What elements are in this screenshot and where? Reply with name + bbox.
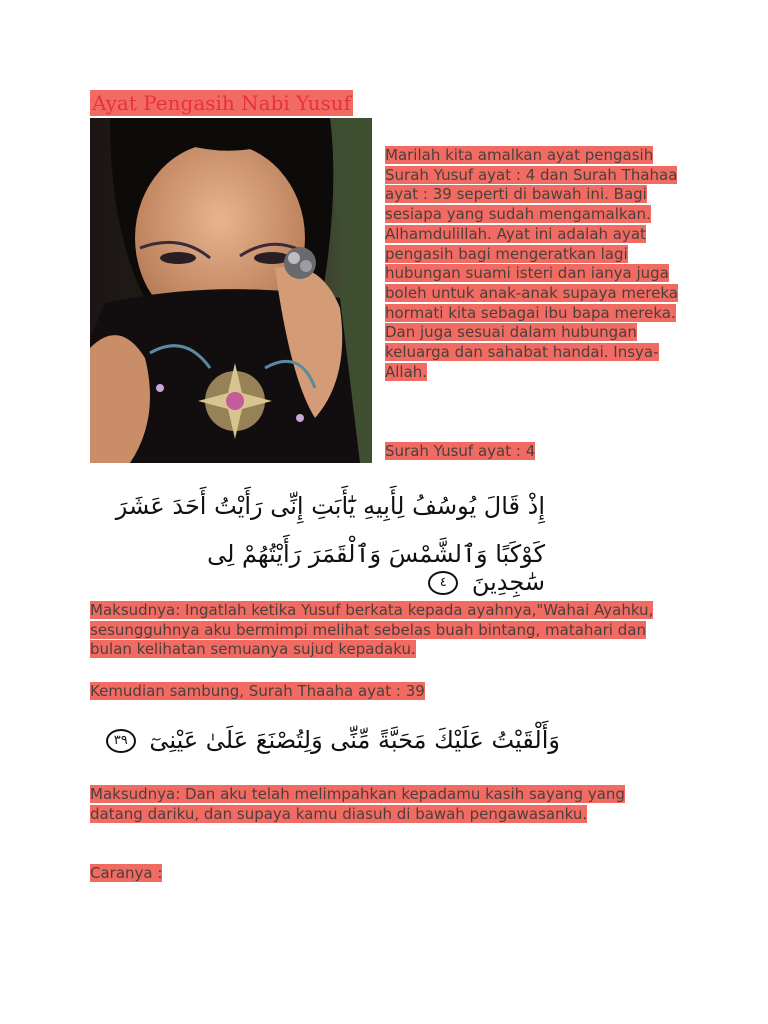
meaning-thaaha-paragraph (90, 785, 680, 824)
caranya-text: Caranya : (90, 864, 163, 882)
surah-yusuf-label (385, 442, 535, 462)
meaning-yusuf-text: Maksudnya: Ingatlah ketika Yusuf berkata kepada ayahnya,"Wahai Ayahku, sesungguhnya aku bermimpi melihat sebelas buah bintang, matahari dan bulan kelihatan semuanya sujud kepadaku. (90, 601, 654, 659)
caranya-heading (90, 864, 162, 884)
meaning-yusuf-paragraph (90, 601, 680, 660)
verse1-line2 (170, 540, 545, 596)
document-title: Ayat Pengasih Nabi Yusuf (92, 91, 352, 115)
ayah-number-marker: ٤ (428, 571, 458, 595)
intro-paragraph (385, 146, 680, 382)
intro-text: Marilah kita amalkan ayat pengasih Surah Yusuf ayat : 4 dan Surah Thahaa ayat : 39 seperti di bawah ini. Bagi sesiapa yang sudah mengamalkan. Alhamdulillah. Ayat ini adalah ayat pengasih bagi mengeratkan lagi hubungan suami isteri dan ianya juga boleh untuk anak-anak supaya mereka hormati kita sebagai ibu bapa mereka. Dan juga sesuai dalam hubungan keluarga dan sahabat handai. Insya-Allah. (385, 146, 678, 381)
verse2 (95, 726, 560, 754)
verse1-line1: إِذْ قَالَ يُوسُفُ لِأَبِيهِ يَٰٓأَبَتِ إِنِّى رَأَيْتُ أَحَدَ عَشَرَ (115, 492, 545, 520)
surah-yusuf-label-text: Surah Yusuf ayat : 4 (385, 442, 536, 460)
verse2-text: وَأَلْقَيْتُ عَلَيْكَ مَحَبَّةً مِّنِّى وَلِتُصْنَعَ عَلَىٰ عَيْنِىٓ (149, 726, 560, 754)
surah-thaaha-label (90, 682, 425, 702)
woman-veil-photo (90, 118, 372, 463)
ayah-number-marker: ٣٩ (106, 729, 136, 753)
verse1-line2-text: كَوْكَبًا وَٱلشَّمْسَ وَٱلْقَمَرَ رَأَيْتُهُمْ لِى سَٰجِدِينَ (207, 540, 545, 596)
surah-thaaha-label-text: Kemudian sambung, Surah Thaaha ayat : 39 (90, 682, 425, 700)
veiled-woman-illustration (90, 118, 372, 463)
meaning-thaaha-text: Maksudnya: Dan aku telah melimpahkan kepadamu kasih sayang yang datang dariku, dan supaya kamu diasuh di bawah pengawasanku. (90, 785, 625, 823)
